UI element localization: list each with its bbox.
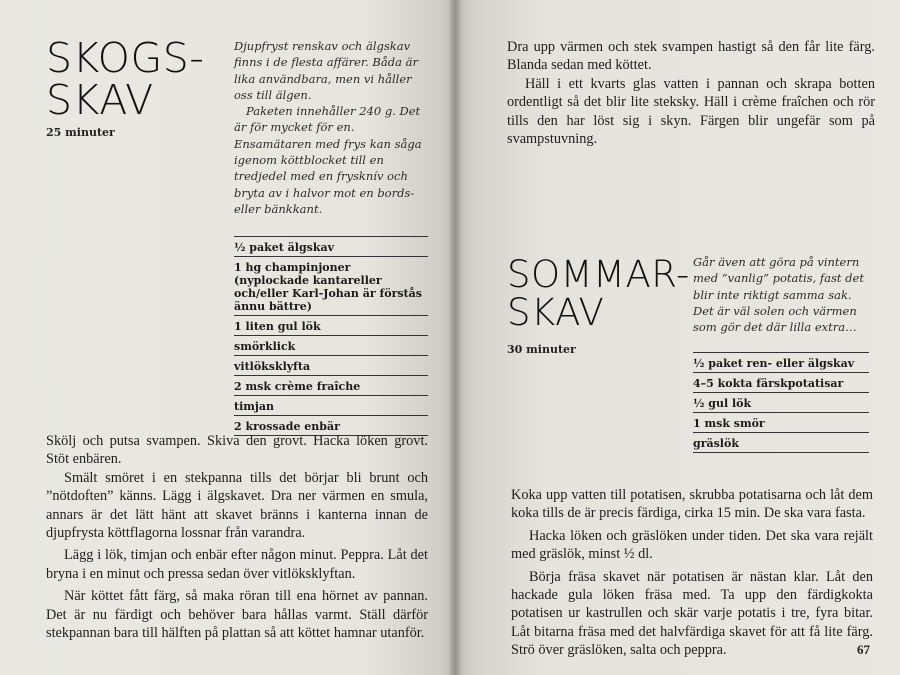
recipe-instructions bbox=[511, 486, 873, 660]
intro-paragraph: Paketen innehåller 240 g. Det är för mycket för en. Ensamätaren med frys kan såga igenom köttblocket till en tredjedel med en frysknív och bryta av i halvor mot en bords- eller bänkkant. bbox=[234, 104, 422, 216]
instruction-paragraph: När köttet fått färg, så maka röran till ena hörnet av pannan. Det är nu färdigt och behöver bara hållas varmt. Ställ därför stekpannan bara till hälften på plattan så att köttet hamnar utanför. bbox=[46, 588, 428, 642]
ingredient-item: 1 liten gul lök bbox=[234, 315, 428, 335]
ingredient-item: ½ gul lök bbox=[693, 392, 869, 412]
instruction-paragraph: Börja fräsa skavet när potatisen är nästan klar. Låt den hackade gula löken fräsa med. Ta upp den färdigkokta potatisen ur kastrullen och skär varje potatis i tre, fyra bitar. Låt bitarna fräsa med det halvfärdiga skavet för att få lite färg. Strö över gräslöken, salta och peppra. bbox=[511, 568, 873, 659]
instruction-paragraph: Dra upp värmen och stek svampen hastigt så den får lite färg. Blanda sedan med köttet. bbox=[507, 39, 875, 74]
ingredient-item: smörklick bbox=[234, 335, 428, 355]
instruction-paragraph: Koka upp vatten till potatisen, skrubba potatisarna och låt dem koka tills de är precis färdiga, cirka 15 min. De ska vara fasta. bbox=[511, 487, 873, 522]
instruction-paragraph: Skölj och putsa svampen. Skiva den grovt. Hacka löken grovt. Stöt enbären. bbox=[46, 433, 428, 468]
intro-paragraph: Djupfryst renskav och älgskav finns i de flesta affärer. Båda är lika användbara, men vi håller oss till älgen. bbox=[234, 39, 418, 102]
ingredient-item: 1 hg champinjoner (nyplockade kantareller och/eller Karl-Johan är förstås ännu bättre) bbox=[234, 256, 428, 315]
recipe-title: SOMMAR- SKAV bbox=[507, 253, 690, 334]
ingredient-list bbox=[693, 352, 869, 453]
recipe-intro bbox=[693, 254, 873, 335]
ingredient-item: vitlöksklyfta bbox=[234, 355, 428, 375]
instruction-paragraph: Lägg i lök, timjan och enbär efter någon minut. Peppra. Låt det bryna i en minut och pressa sedan över vitlöksklyftan. bbox=[46, 547, 428, 582]
ingredient-item: ½ paket ren- eller älgskav bbox=[693, 352, 869, 372]
ingredient-item: 2 msk crème fraîche bbox=[234, 375, 428, 395]
ingredient-item: 2 krossade enbär bbox=[234, 415, 428, 436]
continued-instructions bbox=[507, 38, 875, 148]
ingredient-list bbox=[234, 236, 428, 436]
instruction-paragraph: Hacka löken och gräslöken under tiden. Det ska vara rejält med gräslök, minst ½ dl. bbox=[511, 527, 873, 563]
right-page bbox=[455, 0, 900, 675]
ingredient-item: gräslök bbox=[693, 432, 869, 453]
book-gutter bbox=[449, 0, 461, 675]
ingredient-item: timjan bbox=[234, 395, 428, 415]
instruction-paragraph: Smält smöret i en stekpanna tills det börjar bli brunt och ”nötdoften” känns. Lägg i älgskavet. Dra ner värmen en smula, annars är det lätt hänt att skavet bränns i kanterna innan de djupfrysta köttflagorna lossnar från varandra. bbox=[46, 469, 428, 542]
recipe-title: SKOGS- SKAV bbox=[46, 34, 205, 124]
page-number: 67 bbox=[857, 642, 870, 657]
recipe-instructions bbox=[46, 432, 428, 642]
ingredient-item: ½ paket älgskav bbox=[234, 236, 428, 256]
ingredient-item: 1 msk smör bbox=[693, 412, 869, 432]
recipe-time: 25 minuter bbox=[46, 126, 115, 139]
intro-paragraph: Går även att göra på vintern med ”vanlig” potatis, fast det blir inte riktigt samma sak. Det är väl solen och värmen som gör det där lilla extra… bbox=[693, 255, 864, 335]
recipe-time: 30 minuter bbox=[507, 343, 576, 356]
ingredient-item: 4–5 kokta färskpotatisar bbox=[693, 372, 869, 392]
recipe-intro bbox=[234, 38, 426, 217]
instruction-paragraph: Häll i ett kvarts glas vatten i pannan och skrapa botten ordentligt så det blir lite steksky. Häll i crème fraîchen och rör tills den har löst sig i skyn. Färgen blir ungefär som på svampstuvning. bbox=[507, 75, 875, 148]
